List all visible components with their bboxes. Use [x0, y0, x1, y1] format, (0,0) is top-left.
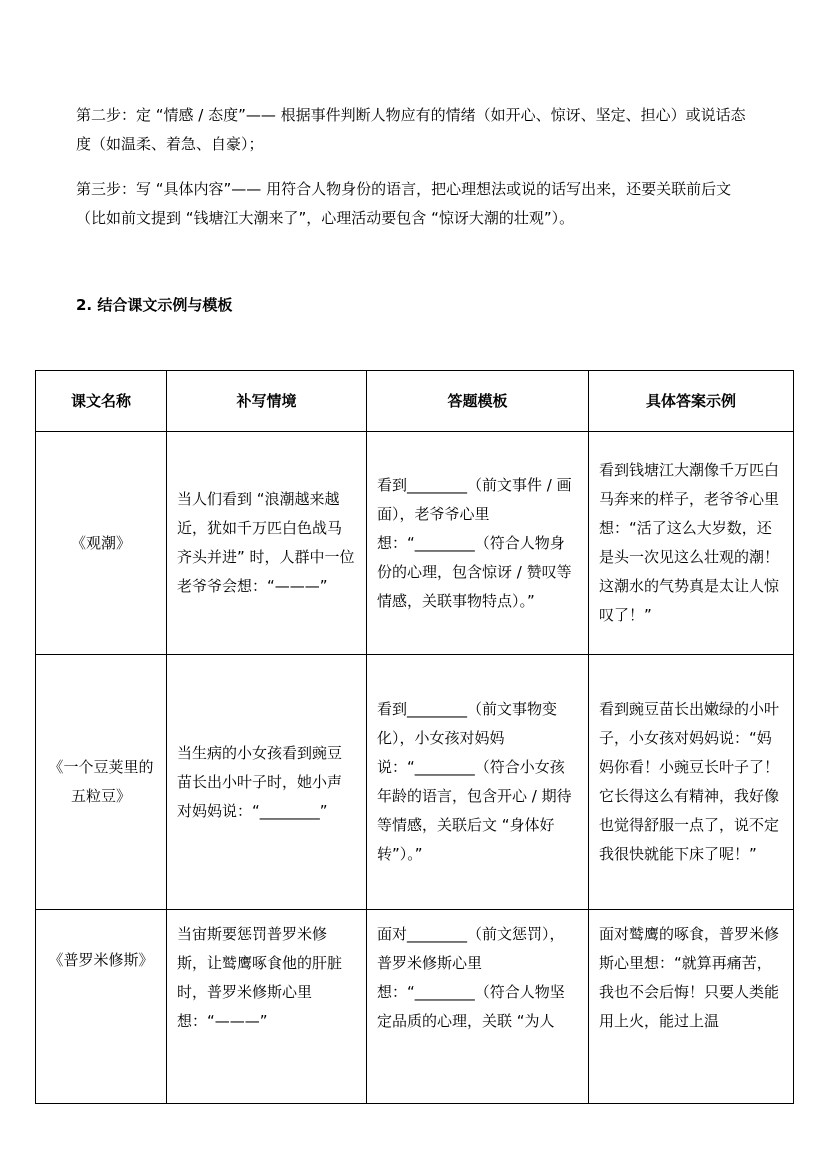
header-scene: 补写情境 [167, 371, 367, 432]
scene-cell: 当宙斯要惩罚普罗米修斯，让鹫鹰啄食他的肝脏时，普罗米修斯心里想：“———” [167, 910, 367, 1104]
scene-cell: 当人们看到 “浪潮越来越近，犹如千万匹白色战马齐头并进” 时，人群中一位老爷爷会想：“———” [167, 432, 367, 655]
header-example: 具体答案示例 [589, 371, 794, 432]
lesson-name-cell: 《观潮》 [36, 432, 167, 655]
section-heading: 2. 结合课文示例与模板 [76, 296, 233, 314]
step-two-paragraph: 第二步：定 “情感 / 态度”—— 根据事件判断人物应有的情绪（如开心、惊讶、坚定、担心）或说话态度（如温柔、着急、自豪）； [76, 106, 746, 153]
header-lesson-name: 课文名称 [36, 371, 167, 432]
header-template: 答题模板 [367, 371, 589, 432]
lesson-name-cell: 《一个豆荚里的五粒豆》 [36, 655, 167, 910]
example-cell: 看到钱塘江大潮像千万匹白马奔来的样子，老爷爷心里想：“活了这么大岁数，还是头一次见这么壮观的潮！这潮水的气势真是太让人惊叹了！” [589, 432, 794, 655]
template-cell: 看到________（前文事物变化），小女孩对妈妈说：“________（符合小女孩年龄的语言，包含开心 / 期待等情感，关联后文 “身体好转”）。” [367, 655, 589, 910]
template-cell: 面对________（前文惩罚），普罗米修斯心里想：“________（符合人物坚定品质的心理，关联 “为人 [367, 910, 589, 1104]
example-cell: 面对鹫鹰的啄食，普罗米修斯心里想：“就算再痛苦，我也不会后悔！只要人类能用上火，能过上温 [589, 910, 794, 1104]
scene-cell: 当生病的小女孩看到豌豆苗长出小叶子时，她小声对妈妈说：“________” [167, 655, 367, 910]
step-three-paragraph: 第三步：写 “具体内容”—— 用符合人物身份的语言，把心理想法或说的话写出来，还要关联前后文（比如前文提到 “钱塘江大潮来了”，心理活动要包含 “惊讶大潮的壮观”）。 [76, 180, 732, 227]
table-row [36, 655, 794, 910]
table-row [36, 910, 794, 1104]
lesson-table [35, 370, 794, 1104]
example-cell: 看到豌豆苗长出嫩绿的小叶子，小女孩对妈妈说：“妈妈你看！小豌豆长叶子了！它长得这么有精神，我好像也觉得舒服一点了，说不定我很快就能下床了呢！” [589, 655, 794, 910]
template-cell: 看到________（前文事件 / 画面），老爷爷心里想：“________（符合人物身份的心理，包含惊讶 / 赞叹等情感，关联事物特点）。” [367, 432, 589, 655]
table-row [36, 432, 794, 655]
lesson-name-cell: 《普罗米修斯》 [36, 910, 167, 1104]
table-header-row [36, 371, 794, 432]
